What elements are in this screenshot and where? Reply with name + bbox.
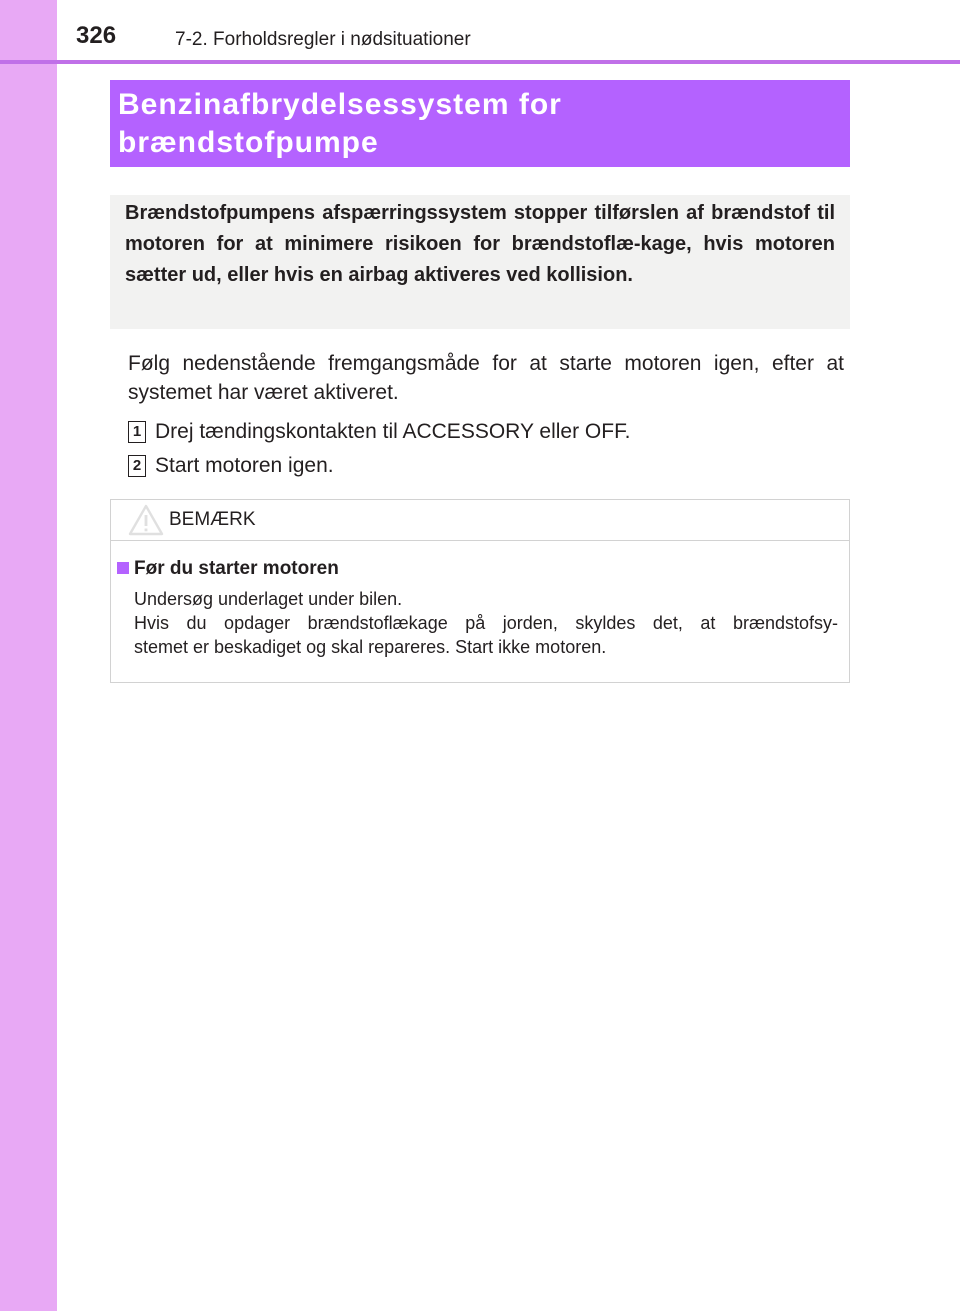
step-text: Start motoren igen. (155, 454, 334, 477)
notice-box (110, 499, 850, 683)
header-divider (0, 60, 960, 64)
notice-line: Undersøg underlaget under bilen. (134, 589, 403, 609)
step-number-badge: 2 (128, 455, 146, 477)
notice-line: stemet er beskadiget og skal repareres. Start ikke motoren. (134, 637, 607, 657)
summary-box (110, 195, 850, 329)
section-title-banner (110, 80, 850, 167)
notice-subtitle: Før du starter motoren (134, 558, 339, 579)
section-title-line-2: brændstofpumpe (118, 126, 379, 159)
step-text: Drej tændingskontakten til ACCESSORY eller OFF. (155, 420, 631, 443)
section-title-line-1: Benzinafbrydelsessystem for (118, 88, 562, 121)
section-title (118, 86, 838, 162)
step-number-badge: 1 (128, 421, 146, 443)
warning-triangle-icon (128, 504, 164, 536)
page-number: 326 (76, 22, 117, 49)
step-item (128, 419, 848, 445)
notice-header (111, 500, 849, 541)
step-item (128, 453, 848, 479)
side-color-strip (0, 0, 57, 1311)
square-bullet-icon (117, 562, 129, 574)
summary-text: Brændstofpumpens afspærringssystem stopper tilførslen af brændstof til motoren for at minimere risikoen for brændstoflæ-kage, hvis motoren sætter ud, eller hvis en airbag aktiveres ved kollision. (125, 202, 835, 286)
notice-label: BEMÆRK (169, 509, 256, 530)
intro-paragraph: Følg nedenstående fremgangsmåde for at starte motoren igen, efter at systemet har været aktiveret. (128, 352, 844, 404)
notice-line: Hvis du opdager brændstoflækage på jorden, skyldes det, at brændstofsy- (134, 613, 838, 633)
chapter-title: 7-2. Forholdsregler i nødsituationer (175, 29, 471, 50)
